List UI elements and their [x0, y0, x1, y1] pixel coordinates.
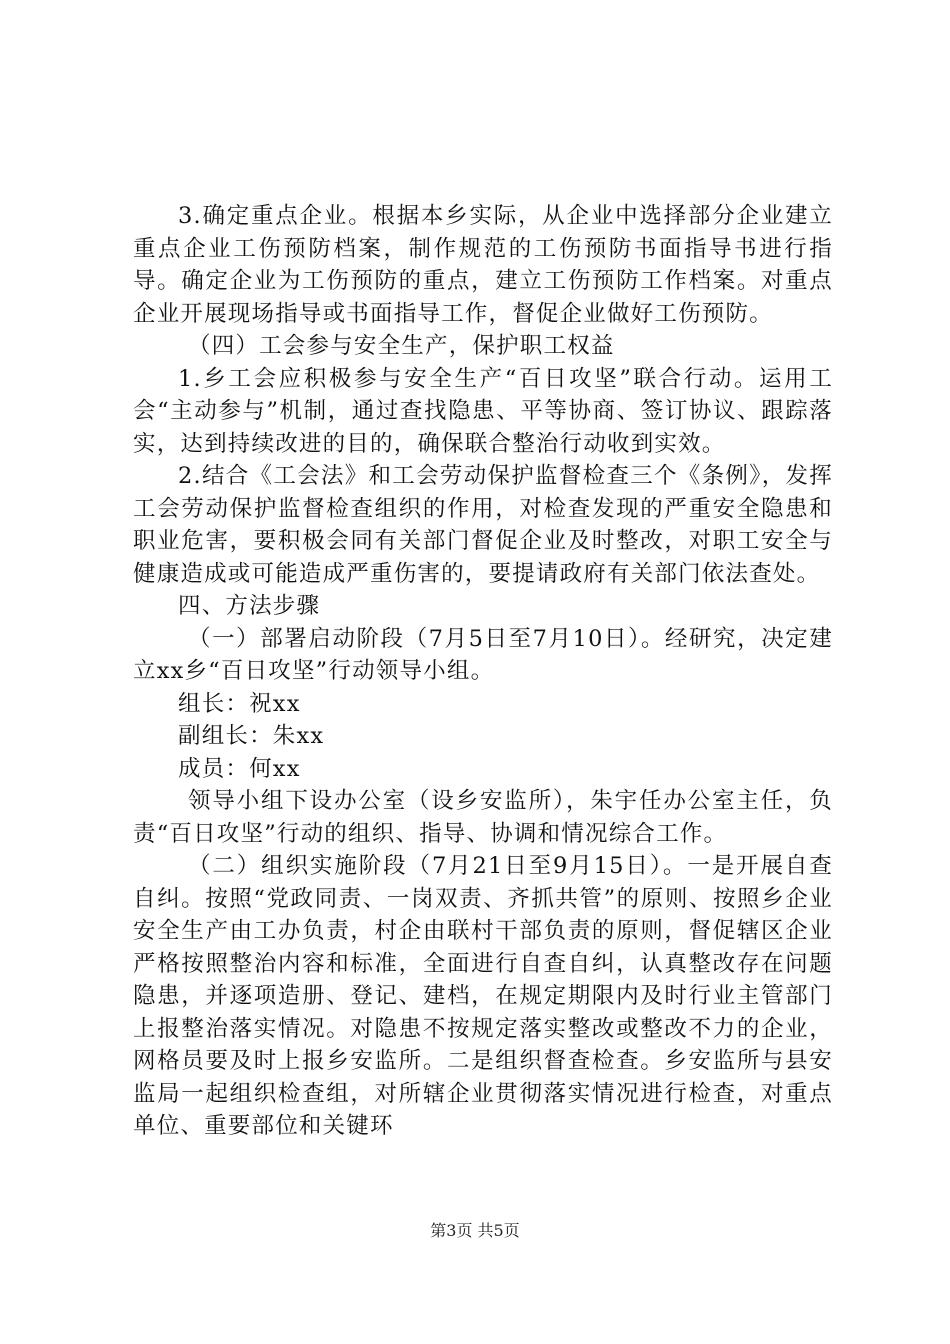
- paragraph-10: 领导小组下设办公室（设乡安监所），朱宇任办公室主任，负责“百日攻坚”行动的组织、指导、协调和情况综合工作。: [133, 788, 833, 847]
- member-deputy: 副组长：朱xx: [178, 723, 325, 749]
- paragraph-11: （二）组织实施阶段（7月21日至9月15日）。一是开展自查自纠。按照“党政同责、一岗双责、齐抓共管”的原则、按照乡企业安全生产由工办负责，村企由联村干部负责的原则，督促辖区企业严格按照整治内容和标准，全面进行自查自纠，认真整改存在问题隐患，并逐项造册、登记、建档，在规定期限内及时行业主管部门上报整治落实情况。对隐患不按规定落实整改或整改不力的企业，网格员要及时上报乡安监所。二是组织督查检查。乡安监所与县安监局一起组织检查组，对所辖企业贯彻落实情况进行检查，对重点单位、重要部位和关键环: [133, 853, 833, 1139]
- member-member: 成员：何xx: [178, 755, 301, 782]
- paragraph-2: （四）工会参与安全生产，保护职工权益: [188, 333, 615, 359]
- paragraph-4: 2.结合《工会法》和工会劳动保护监督检查三个《条例》，发挥工会劳动保护监督检查组织的作用，对检查发现的严重安全隐患和职业危害，要积极会同有关部门督促企业及时整改，对职工安全与健康造成或可能造成严重伤害的，要提请政府有关部门依法查处。: [133, 463, 833, 587]
- paragraph-3: 1.乡工会应积极参与安全生产“百日攻坚”联合行动。运用工会“主动参与”机制，通过查找隐患、平等协商、签订协议、跟踪落实，达到持续改进的目的，确保联合整治行动收到实效。: [133, 365, 833, 457]
- page-footer: 第3页 共5页: [430, 1221, 520, 1240]
- member-leader: 组长：祝xx: [178, 690, 301, 717]
- paragraph-6: （一）部署启动阶段（7月5日至7月10日）。经研究，决定建立xx乡“百日攻坚”行动领导小组。: [133, 625, 833, 684]
- section-heading: 四、方法步骤: [178, 593, 321, 619]
- paragraph-1: 3.确定重点企业。根据本乡实际，从企业中选择部分企业建立重点企业工伤预防档案，制作规范的工伤预防书面指导书进行指导。确定企业为工伤预防的重点，建立工伤预防工作档案。对重点企业开展现场指导或书面指导工作，督促企业做好工伤预防。: [133, 203, 833, 327]
- document-body: [133, 200, 833, 1143]
